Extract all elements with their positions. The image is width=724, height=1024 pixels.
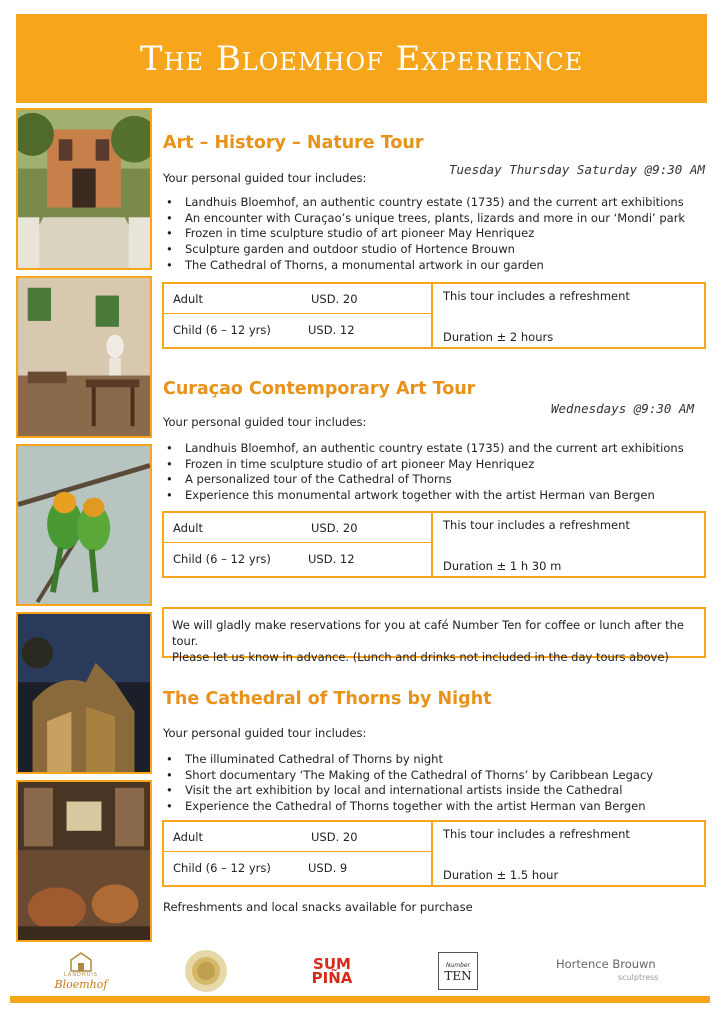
child-label: Child (6 – 12 yrs) (173, 323, 271, 337)
sponsor-logos (16, 948, 707, 994)
adult-price: USD. 20 (311, 830, 358, 844)
photo-cathedral-night (16, 612, 152, 774)
tour-1-list (165, 195, 685, 274)
adult-label: Adult (173, 521, 203, 535)
sumpina-logo-bottom: PIÑA (311, 969, 353, 987)
duration-text: Duration ± 1.5 hour (443, 868, 559, 882)
page-title: The Bloemhof Experience (139, 38, 584, 79)
list-item: • Experience this monumental artwork together with the artist Herman van Bergen (165, 488, 684, 504)
seal-logo (176, 948, 236, 994)
child-label: Child (6 – 12 yrs) (173, 861, 271, 875)
number-ten-text: TEN (444, 969, 472, 983)
tour-2-title: Curaçao Contemporary Art Tour (163, 379, 476, 399)
child-price: USD. 12 (308, 323, 355, 337)
tour-3-intro: Your personal guided tour includes: (163, 726, 367, 740)
bloemhof-logo (46, 948, 116, 994)
child-label: Child (6 – 12 yrs) (173, 552, 271, 566)
hortence-logo-name: Hortence Brouwn (556, 957, 656, 971)
tour-1-price-table (162, 282, 706, 349)
tour-2-list (165, 441, 684, 504)
adult-price: USD. 20 (311, 292, 358, 306)
number-ten-small: Number (445, 962, 471, 969)
tour-3-list (165, 752, 653, 815)
child-price: USD. 9 (308, 861, 348, 875)
bloemhof-house-icon (70, 952, 92, 972)
tour-1-schedule: Tuesday Thursday Saturday @9:30 AM (449, 162, 705, 177)
list-item: • A personalized tour of the Cathedral of Thorns (165, 472, 684, 488)
tour-3-title: The Cathedral of Thorns by Night (163, 689, 492, 709)
hortence-brouwn-logo (556, 948, 686, 994)
tour-2-intro: Your personal guided tour includes: (163, 415, 367, 429)
photo-column (16, 108, 152, 942)
list-item: • Frozen in time sculpture studio of art pioneer May Henriquez (165, 226, 685, 242)
bloemhof-logo-small: LANDHUIS (64, 971, 98, 978)
adult-label: Adult (173, 830, 203, 844)
number-ten-logo (438, 952, 478, 990)
tour-3-price-table (162, 820, 706, 887)
list-item: • The illuminated Cathedral of Thorns by night (165, 752, 653, 768)
photo-parrots (16, 444, 152, 606)
list-item: • An encounter with Curaçao’s unique trees, plants, lizards and more in our ‘Mondi’ park (165, 211, 685, 227)
tour-2-price-table (162, 511, 706, 578)
adult-label: Adult (173, 292, 203, 306)
refreshment-text: This tour includes a refreshment (443, 289, 630, 303)
child-price: USD. 12 (308, 552, 355, 566)
bloemhof-logo-text: Bloemhof (54, 977, 108, 991)
adult-price: USD. 20 (311, 521, 358, 535)
bottom-accent-bar (10, 996, 710, 1003)
list-item: • Sculpture garden and outdoor studio of Hortence Brouwn (165, 242, 685, 258)
note-line-2: Please let us know in advance. (Lunch and drinks not included in the day tours above) (172, 650, 669, 664)
tour-1-title: Art – History – Nature Tour (163, 133, 424, 153)
price-row-divider (164, 513, 433, 543)
duration-text: Duration ± 1 h 30 m (443, 559, 562, 573)
tour-2-schedule: Wednesdays @9:30 AM (551, 401, 694, 416)
list-item: • Visit the art exhibition by local and international artists inside the Cathedral (165, 783, 653, 799)
tour-1-intro: Your personal guided tour includes: (163, 171, 367, 185)
refreshment-text: This tour includes a refreshment (443, 518, 630, 532)
duration-text: Duration ± 2 hours (443, 330, 554, 344)
list-item: • Landhuis Bloemhof, an authentic country estate (1735) and the current art exhibitions (165, 195, 685, 211)
price-row-divider (164, 822, 433, 852)
list-item: • Short documentary ‘The Making of the Cathedral of Thorns’ by Caribbean Legacy (165, 768, 653, 784)
reservation-note (162, 607, 706, 664)
price-row-divider (164, 284, 433, 314)
list-item: • Experience the Cathedral of Thorns together with the artist Herman van Bergen (165, 799, 653, 815)
title-banner (16, 14, 707, 103)
list-item: • Frozen in time sculpture studio of art pioneer May Henriquez (165, 457, 684, 473)
sun-seal-icon (183, 948, 229, 994)
note-line-1: We will gladly make reservations for you at café Number Ten for coffee or lunch after the tour. (172, 618, 684, 648)
list-item: • Landhuis Bloemhof, an authentic country estate (1735) and the current art exhibitions (165, 441, 684, 457)
sumpina-logo (304, 948, 360, 994)
refreshment-text: This tour includes a refreshment (443, 827, 630, 841)
hortence-logo-sub: sculptress (618, 973, 659, 982)
sumpina-logo-top: SUM (313, 955, 351, 973)
photo-estate-entrance (16, 108, 152, 270)
list-item: • The Cathedral of Thorns, a monumental artwork in our garden (165, 258, 685, 274)
photo-cafe-interior (16, 780, 152, 942)
photo-sculpture-studio (16, 276, 152, 438)
refreshments-note: Refreshments and local snacks available for purchase (163, 900, 473, 914)
